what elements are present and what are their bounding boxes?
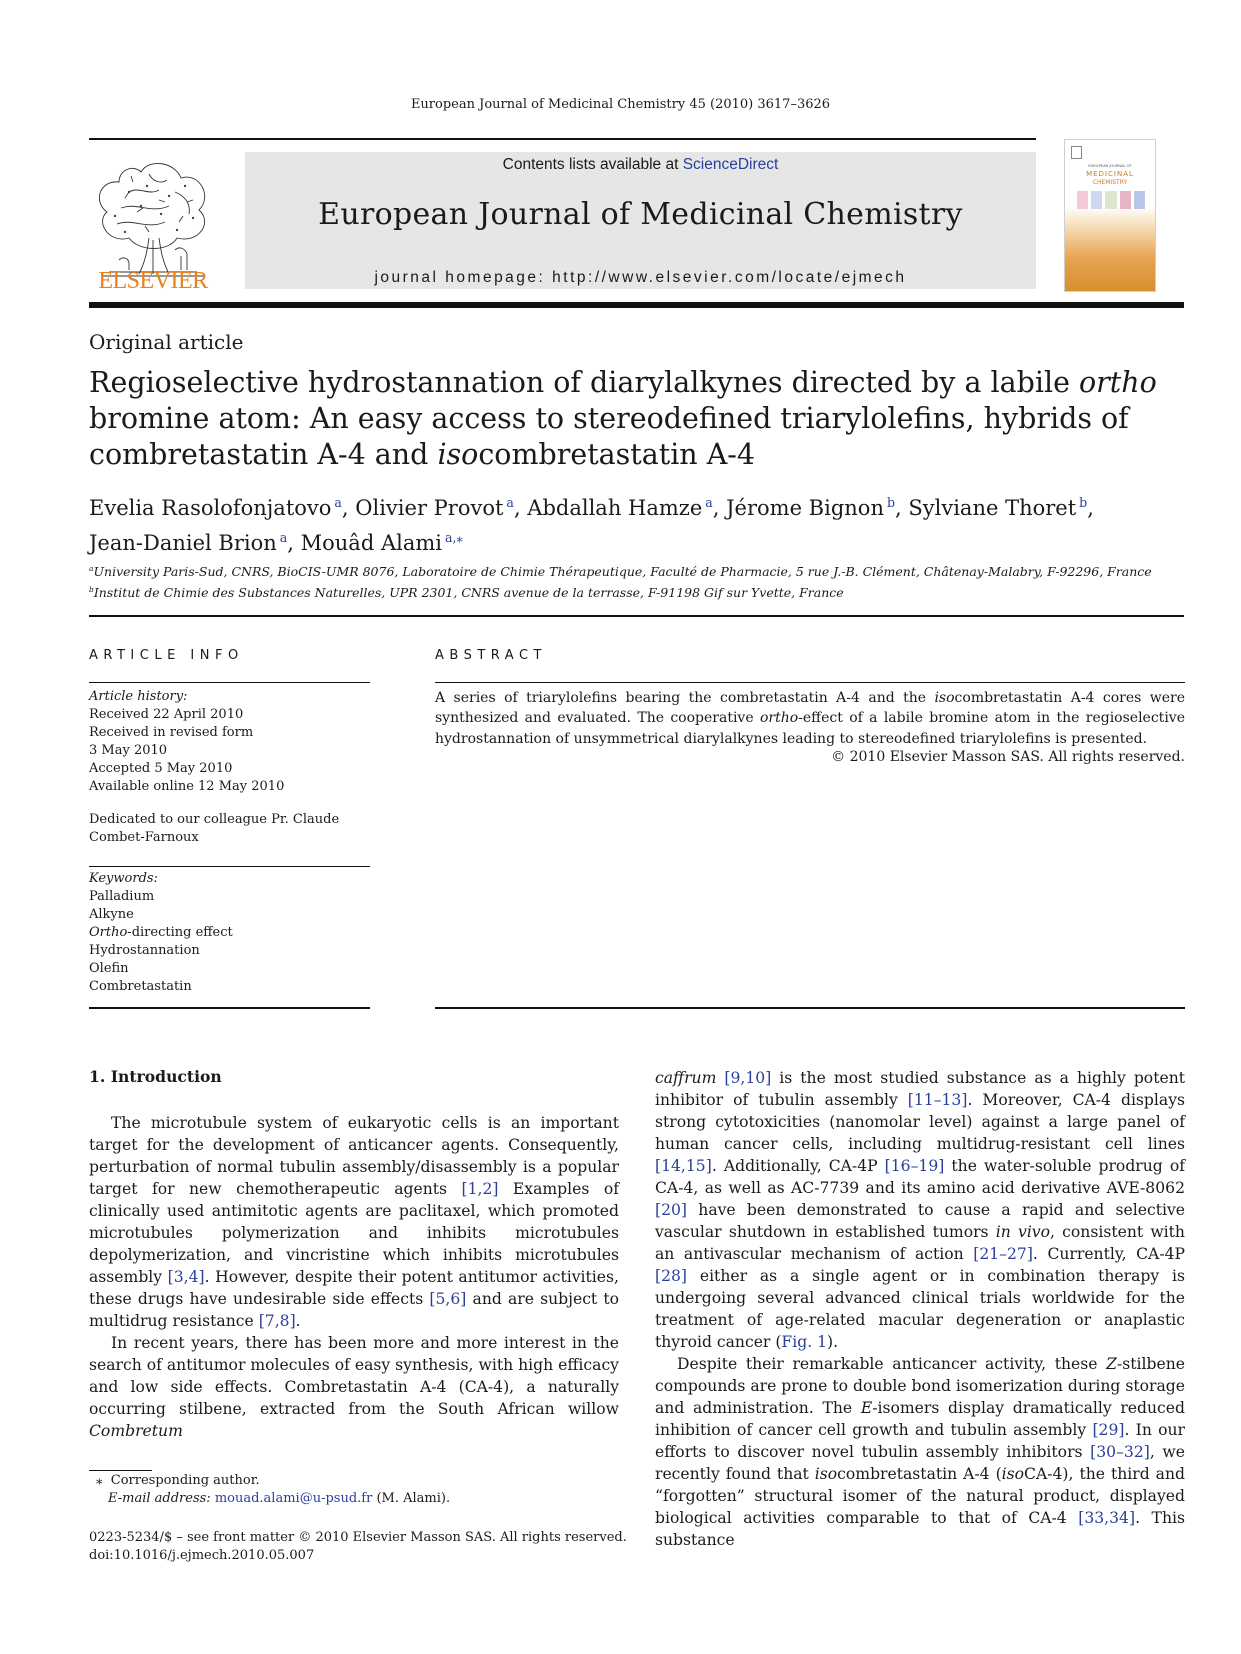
citation-link[interactable]: [29] — [1092, 1421, 1125, 1439]
article-history-label: Article history: — [89, 689, 188, 704]
section-heading-introduction: 1. Introduction — [89, 1067, 222, 1086]
italic-text: ortho — [759, 710, 799, 727]
italic-text: Ortho — [89, 925, 128, 940]
text-run: . Moreover, CA-4 displays strong cytotoxicities (nanomolar level) against a large panel of human cancer cells, including multidrug-resistant cell lines — [655, 1091, 1186, 1153]
history-item: Received 22 April 2010 — [89, 707, 244, 722]
email-suffix: (M. Alami). — [372, 1491, 451, 1506]
abstract-text — [435, 688, 1185, 749]
citation-link[interactable]: [20] — [655, 1201, 688, 1219]
citation-link[interactable]: [21–27] — [973, 1245, 1033, 1263]
author-name[interactable]: Mouâd Alami — [300, 531, 442, 555]
text-run: . Currently, CA-4P — [1032, 1245, 1185, 1263]
italic-text: iso — [814, 1465, 838, 1483]
italic-text: ortho — [1079, 366, 1157, 399]
text-run: combretastatin A-4 — [478, 438, 756, 471]
citation-link[interactable]: [14,15] — [655, 1157, 712, 1175]
text-run: -effect of a labile bromine atom in the regioselective hydrostannation of unsymmetrical diarylalkynes leading to stereodefined triarylolefins is presented. — [435, 710, 1185, 747]
text-run: A series of triarylolefins bearing the combretastatin A-4 and the — [435, 690, 935, 706]
text-run: -isomers display dramatically reduced inhibition of cancer cell growth and tubulin assembly — [655, 1399, 1185, 1439]
text-run: the water-soluble prodrug of CA-4, as well as AC-7739 and its amino acid derivative AVE-8062 — [655, 1157, 1185, 1197]
text-run: Examples of clinically used antimitotic agents are paclitaxel, which promoted microtubules polymerization and inhibits microtubules depolymerization, and vincristine which inhibits microtubules assembly — [89, 1180, 619, 1286]
keyword-item — [89, 978, 370, 996]
italic-text: Z — [1106, 1355, 1117, 1373]
elsevier-logo[interactable] — [89, 152, 217, 294]
text-run: The microtubule system of eukaryotic cells is an important target for the development of anticancer agents. Consequently, perturbation of normal tubulin assembly/disassembly is a popular target for new chemotherapeutic agents — [89, 1114, 619, 1198]
abstract-bottom-rule — [435, 1007, 1185, 1009]
author-name[interactable]: Abdallah Hamze — [527, 496, 703, 520]
italic-text: E — [860, 1399, 873, 1417]
text-run: . Additionally, CA-4P — [711, 1157, 885, 1175]
doi[interactable]: doi:10.1016/j.ejmech.2010.05.007 — [89, 1548, 315, 1563]
history-list — [89, 706, 370, 796]
affiliation-mark: b — [89, 585, 94, 595]
keywords-label: Keywords: — [89, 871, 158, 886]
keyword-list — [89, 888, 370, 996]
keyword-item — [89, 960, 370, 978]
journal-cover-thumbnail[interactable] — [1064, 139, 1156, 292]
front-matter — [89, 1529, 649, 1565]
citation-link[interactable]: [3,4] — [167, 1268, 205, 1286]
text-run: combretastatin A-4 cores were synthesized and evaluated. The cooperative — [435, 690, 1185, 727]
abstract-heading: ABSTRACT — [435, 648, 547, 663]
article-title — [89, 365, 1185, 473]
contents-line — [245, 156, 1036, 174]
author-name[interactable]: Sylviane Thoret — [908, 496, 1077, 520]
footnote-star: ⁎ — [96, 1473, 103, 1488]
author-email-link[interactable]: mouad.alami@u-psud.fr — [214, 1491, 373, 1506]
text-run: In recent years, there has been more and more interest in the search of antitumor molecules of easy synthesis, with high efficacy and low side effects. Combretastatin A-4 (CA-4), a naturally occurring stilbene, extracted from the South African willow — [89, 1334, 619, 1418]
history-item: Received in revised form — [89, 725, 254, 740]
article-type: Original article — [89, 330, 244, 354]
history-item: Available online 12 May 2010 — [89, 779, 285, 794]
citation-link[interactable]: [11–13] — [907, 1091, 968, 1109]
affiliation-marker[interactable]: a — [705, 495, 713, 510]
elsevier-wordmark: ELSEVIER — [98, 268, 208, 294]
body-paragraph — [89, 1332, 619, 1442]
text-run: . However, despite their potent antitumor activities, these drugs have undesirable side effects — [89, 1268, 619, 1308]
text-run: is the most studied substance as a highly potent inhibitor of tubulin assembly — [655, 1069, 1185, 1109]
text-run: Palladium — [89, 889, 155, 904]
text-run: -stilbene compounds are prone to double bond isomerization during storage and administration. The — [655, 1355, 1185, 1417]
header-rule — [89, 138, 1036, 140]
affiliation-marker[interactable]: b — [1079, 495, 1088, 510]
text-run: Regioselective hydrostannation of diarylalkynes directed by a labile — [89, 366, 1079, 399]
article-info-bottom-rule — [89, 1007, 370, 1009]
affiliation-text: University Paris-Sud, CNRS, BioCIS-UMR 8076, Laboratoire de Chimie Thérapeutique, Faculté de Pharmacie, 5 rue J.-B. Clément, Châtenay-Malabry, F-92296, France — [93, 564, 1152, 580]
cover-journal-title-line1: EUROPEAN JOURNAL OF — [1088, 164, 1132, 168]
text-run: have been demonstrated to cause a rapid and selective vascular shutdown in established tumors — [655, 1201, 1185, 1241]
dedication — [89, 811, 370, 847]
keywords — [89, 870, 370, 996]
text-run: -directing effect — [127, 925, 233, 940]
italic-text: iso — [1001, 1465, 1025, 1483]
text-run: either as a single agent or in combination therapy is undergoing several advanced clinical trials worldwide for the treatment of age-related macular degeneration or anaplastic thyroid cancer ( — [655, 1267, 1185, 1351]
citation-link[interactable]: [9,10] — [724, 1069, 772, 1087]
affiliation-text: Institut de Chimie des Substances Naturelles, UPR 2301, CNRS avenue de la terrasse, F-91198 Gif sur Yvette, France — [93, 585, 844, 601]
text-run: bromine atom: An easy access to stereodefined triarylolefins, hybrids of combretastatin A-4 and — [89, 402, 1129, 471]
body-column-right — [655, 1067, 1185, 1551]
affiliation-rule — [89, 615, 1184, 617]
corresponding-label: Corresponding author. — [110, 1473, 260, 1488]
text-run: CA-4), the third and “forgotten” structural isomer of the natural product, displayed biological activities comparable to that of CA-4 — [655, 1465, 1185, 1527]
affiliation-marker[interactable]: a,⁎ — [444, 530, 463, 545]
citation-link[interactable]: Fig. 1 — [781, 1333, 828, 1351]
abstract-rule — [435, 682, 1185, 683]
front-matter-line: 0223-5234/$ – see front matter © 2010 Elsevier Masson SAS. All rights reserved. — [89, 1530, 627, 1545]
keyword-item — [89, 888, 370, 906]
text-run: . In our efforts to discover novel tubulin assembly inhibitors — [655, 1421, 1185, 1461]
italic-text: iso — [437, 438, 479, 471]
citation-link[interactable]: [30–32] — [1090, 1443, 1150, 1461]
email-label: E-mail address: — [108, 1491, 211, 1506]
text-run: , consistent with an antivascular mechanism of action — [655, 1223, 1185, 1263]
body-paragraph — [89, 1112, 619, 1332]
text-run: Combretastatin — [89, 979, 192, 994]
keyword-item — [89, 942, 370, 960]
affiliation-mark: a — [89, 564, 94, 573]
sciencedirect-link[interactable]: ScienceDirect — [682, 156, 779, 173]
dedication-line: Dedicated to our colleague Pr. Claude — [89, 812, 340, 827]
author-list: Evelia Rasolofonjatovo $^a$, Olivier Provot $^a$, Abdallah Hamze $^a$, Jérome Bignon $^b$, Sylviane Thoret $^b$, Jean-Daniel Brion $^a$, Mouâd Alami $^{a,⁎}$ — [89, 495, 1094, 555]
text-run: . — [295, 1312, 301, 1330]
affiliation-marker[interactable]: a — [506, 495, 514, 510]
body-paragraph — [655, 1353, 1185, 1551]
body-paragraph — [655, 1067, 1185, 1353]
journal-homepage[interactable]: journal homepage: http://www.elsevier.com/locate/ejmech — [374, 269, 907, 286]
journal-name: European Journal of Medicinal Chemistry — [318, 197, 963, 232]
author-name[interactable]: Evelia Rasolofonjatovo — [89, 496, 332, 520]
keyword-item — [89, 924, 370, 942]
abstract-copyright: © 2010 Elsevier Masson SAS. All rights reserved. — [831, 749, 1185, 765]
cover-mini-logo-icon — [1071, 146, 1082, 159]
text-run: . This substance — [655, 1509, 1185, 1549]
affiliation-marker[interactable]: b — [886, 495, 896, 510]
article-info-rule — [89, 682, 370, 683]
header-thick-rule — [89, 302, 1184, 308]
corresponding-author-footnote — [96, 1472, 616, 1508]
history-item: Accepted 5 May 2010 — [89, 761, 233, 776]
affiliation-item — [89, 581, 1185, 602]
keywords-rule — [89, 866, 370, 867]
text-run: Hydrostannation — [89, 943, 200, 958]
article-info-heading: ARTICLE INFO — [89, 648, 244, 663]
body-column-left — [89, 1112, 619, 1442]
italic-text: Combretum — [89, 1422, 183, 1440]
contents-prefix: Contents lists available at — [502, 156, 683, 173]
affiliation-item — [89, 560, 1185, 581]
affiliations — [89, 560, 1185, 602]
italic-text: caffrum — [655, 1069, 717, 1087]
italic-text: iso — [934, 690, 955, 706]
history-item: 3 May 2010 — [89, 743, 168, 758]
cover-journal-title-line2: MEDICINAL — [1086, 170, 1134, 178]
affiliation-marker[interactable]: a — [334, 495, 342, 510]
text-run: Despite their remarkable anticancer activity, these — [677, 1355, 1107, 1373]
citation-link[interactable]: [7,8] — [258, 1312, 296, 1330]
article-history — [89, 688, 370, 847]
journal-citation: European Journal of Medicinal Chemistry 45 (2010) 3617–3626 — [410, 97, 831, 112]
text-run: combretastatin A-4 ( — [837, 1465, 1002, 1483]
citation-link[interactable]: [1,2] — [461, 1180, 499, 1198]
citation-link[interactable]: [16–19] — [884, 1157, 945, 1175]
italic-text: in vivo — [995, 1223, 1050, 1241]
citation-link[interactable]: [33,34] — [1078, 1509, 1136, 1527]
keyword-item — [89, 906, 370, 924]
citation-link[interactable]: [5,6] — [429, 1290, 467, 1308]
author-name[interactable]: Jérome Bignon — [726, 496, 884, 520]
text-run: Alkyne — [89, 907, 134, 922]
author-name[interactable]: Jean-Daniel Brion — [89, 531, 277, 555]
author-name[interactable]: Olivier Provot — [355, 496, 504, 520]
cover-figure-strip — [1077, 191, 1145, 209]
text-run: and are subject to multidrug resistance — [89, 1290, 619, 1330]
text-run: ). — [827, 1333, 839, 1351]
text-run: Olefin — [89, 961, 129, 976]
footnote-rule — [89, 1470, 152, 1471]
citation-link[interactable]: [28] — [655, 1267, 688, 1285]
affiliation-marker[interactable]: a — [279, 530, 288, 545]
journal-masthead — [245, 152, 1036, 289]
dedication-line: Combet-Farnoux — [89, 830, 199, 845]
text-run: , we recently found that — [655, 1443, 1185, 1483]
cover-journal-title-line3: CHEMISTRY — [1092, 179, 1128, 186]
